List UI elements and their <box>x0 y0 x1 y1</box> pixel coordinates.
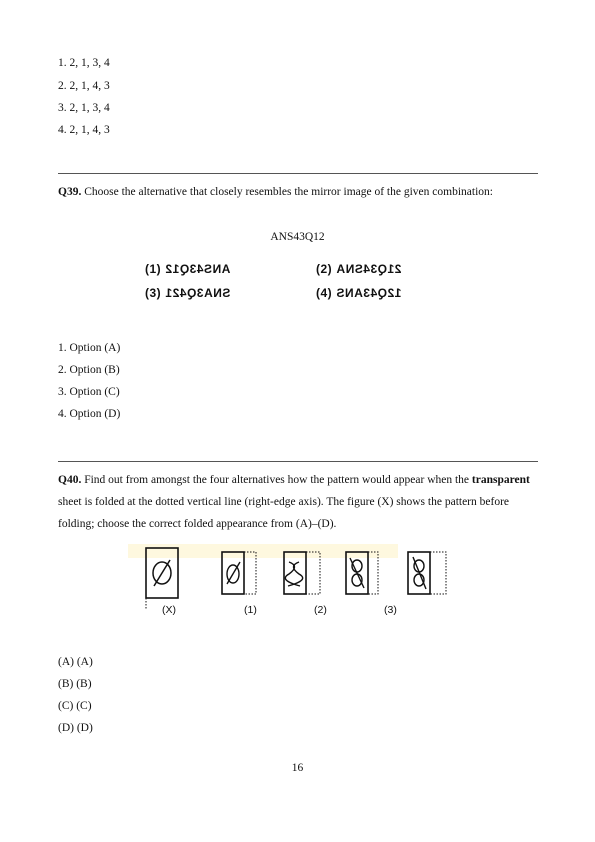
figure-3 <box>346 552 378 594</box>
figure-2 <box>284 552 320 594</box>
q39-text: Choose the alternative that closely resembles the mirror image of the given combination: <box>84 186 493 198</box>
prev-option-3: 3. 2, 1, 3, 4 <box>58 102 110 114</box>
q39-number: Q39. <box>58 186 82 198</box>
q39-figure-option-4-text: 12Q43ANS <box>336 286 402 300</box>
divider-q39 <box>58 173 538 174</box>
prev-option-2: 2. 2, 1, 4, 3 <box>58 80 110 92</box>
q39-figure-option-1 <box>145 262 230 276</box>
q40-option-c: (C) (C) <box>58 700 92 712</box>
q39-figure-option-1-text: ANS43Q12 <box>165 262 231 276</box>
q39-figure-option-4 <box>316 286 401 300</box>
q39-code: ANS43Q12 <box>270 231 325 243</box>
q39-option-1: 1. Option (A) <box>58 342 121 354</box>
q39-figure-option-2 <box>316 262 401 276</box>
q39-figure-option-3 <box>145 286 230 300</box>
figure-label-1: (1) <box>244 604 257 616</box>
q39-question <box>58 181 538 203</box>
prev-option-4: 4. 2, 1, 4, 3 <box>58 124 110 136</box>
q39-option-4: 4. Option (D) <box>58 408 121 420</box>
q39-figure-option-2-num: (2) <box>316 262 333 276</box>
q40-option-b: (B) (B) <box>58 678 92 690</box>
figure-4 <box>408 552 446 594</box>
q40-bold-word: transparent <box>471 474 530 486</box>
figure-1 <box>222 552 256 594</box>
q40-text-before: Find out from amongst the four alternatives how the pattern would appear when the <box>84 474 470 486</box>
q39-figure-option-1-num: (1) <box>145 262 162 276</box>
q40-number: Q40. <box>58 474 82 486</box>
figure-label-2: (2) <box>314 604 327 616</box>
q40-figure <box>128 540 458 626</box>
q40-option-d: (D) (D) <box>58 722 93 734</box>
q40-option-a: (A) (A) <box>58 656 93 668</box>
page-number: 16 <box>291 762 304 774</box>
divider-q40 <box>58 461 538 462</box>
prev-option-1: 1. 2, 1, 3, 4 <box>58 57 110 69</box>
figure-label-x: (X) <box>162 604 176 616</box>
q40-question <box>58 469 538 535</box>
q39-figure-option-4-num: (4) <box>316 286 333 300</box>
q39-option-3: 3. Option (C) <box>58 386 120 398</box>
q39-figure-option-3-text: SNA3Q421 <box>165 286 231 300</box>
q39-option-2: 2. Option (B) <box>58 364 120 376</box>
figure-label-3: (3) <box>384 604 397 616</box>
q40-text-after: sheet is folded at the dotted vertical line (right-edge axis). The figure (X) shows the pattern before folding; choose the correct folded appearance from (A)–(D). <box>58 496 510 530</box>
q39-figure-option-2-text: 21Q34SNA <box>336 262 402 276</box>
q39-figure-option-3-num: (3) <box>145 286 162 300</box>
